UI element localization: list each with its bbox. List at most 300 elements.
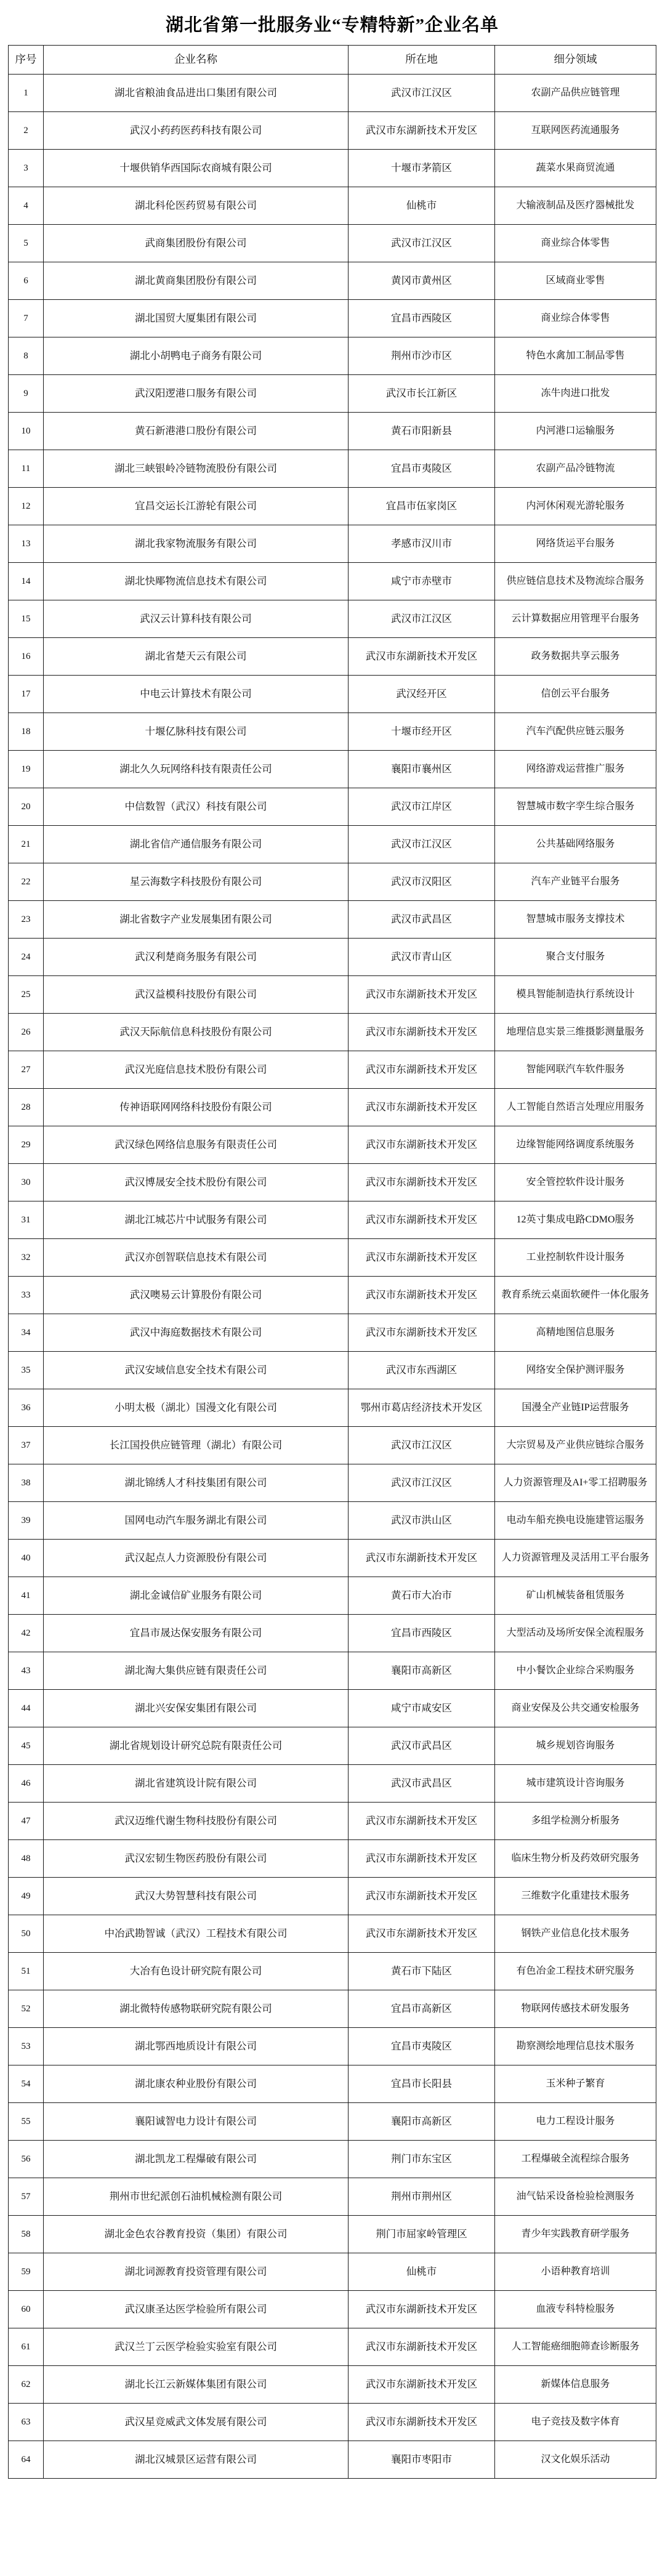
column-header-field: 细分领域 [495,46,656,75]
cell-location: 武汉市江岸区 [349,788,495,826]
table-row [9,2404,656,2441]
cell-subfield: 油气钻采设备检验检测服务 [495,2178,656,2216]
cell-location: 咸宁市咸安区 [349,1690,495,1727]
cell-location: 武汉市东湖新技术开发区 [349,2404,495,2441]
table-row [9,713,656,751]
cell-index: 49 [9,1878,44,1915]
cell-subfield: 人力资源管理及灵活用工平台服务 [495,1540,656,1577]
table-row [9,2441,656,2479]
table-row [9,1464,656,1502]
table-row [9,413,656,450]
cell-location: 荆州市荆州区 [349,2178,495,2216]
table-row [9,1765,656,1803]
cell-index: 55 [9,2103,44,2141]
table-row [9,187,656,225]
cell-enterprise-name: 宜昌市晟达保安服务有限公司 [44,1615,349,1652]
cell-location: 武汉市东湖新技术开发区 [349,2328,495,2366]
cell-enterprise-name: 湖北鄂西地质设计有限公司 [44,2028,349,2065]
cell-enterprise-name: 湖北江城芯片中试服务有限公司 [44,1201,349,1239]
cell-index: 14 [9,563,44,600]
cell-location: 武汉市东湖新技术开发区 [349,1314,495,1352]
cell-enterprise-name: 湖北省规划设计研究总院有限责任公司 [44,1727,349,1765]
cell-index: 59 [9,2253,44,2291]
table-row [9,375,656,413]
cell-location: 武汉市东湖新技术开发区 [349,1803,495,1840]
table-row [9,1690,656,1727]
table-row [9,450,656,488]
table-row [9,1727,656,1765]
cell-subfield: 国漫全产业链IP运营服务 [495,1389,656,1427]
table-body [9,75,656,2479]
cell-location: 武汉市武昌区 [349,1765,495,1803]
table-row [9,863,656,901]
cell-enterprise-name: 武汉宏韧生物医药股份有限公司 [44,1840,349,1878]
cell-subfield: 汽车汽配供应链云服务 [495,713,656,751]
cell-subfield: 临床生物分析及药效研究服务 [495,1840,656,1878]
cell-index: 56 [9,2141,44,2178]
cell-index: 35 [9,1352,44,1389]
cell-location: 武汉市武昌区 [349,901,495,939]
cell-index: 12 [9,488,44,525]
cell-subfield: 教育系统云桌面软硬件一体化服务 [495,1277,656,1314]
cell-subfield: 城乡规划咨询服务 [495,1727,656,1765]
cell-enterprise-name: 湖北科伦医药贸易有限公司 [44,187,349,225]
cell-enterprise-name: 大冶有色设计研究院有限公司 [44,1953,349,1990]
table-row [9,2291,656,2328]
cell-index: 46 [9,1765,44,1803]
table-row [9,1427,656,1464]
cell-index: 50 [9,1915,44,1953]
cell-enterprise-name: 黄石新港港口股份有限公司 [44,413,349,450]
cell-location: 武汉市东湖新技术开发区 [349,2291,495,2328]
cell-enterprise-name: 武汉益模科技股份有限公司 [44,976,349,1014]
cell-subfield: 电动车船充换电设施建管运服务 [495,1502,656,1540]
table-row [9,1990,656,2028]
cell-index: 18 [9,713,44,751]
cell-subfield: 城市建筑设计咨询服务 [495,1765,656,1803]
cell-enterprise-name: 中冶武勘智诚（武汉）工程技术有限公司 [44,1915,349,1953]
cell-location: 武汉市江汉区 [349,826,495,863]
table-row [9,1840,656,1878]
cell-enterprise-name: 湖北省建筑设计院有限公司 [44,1765,349,1803]
cell-index: 43 [9,1652,44,1690]
cell-index: 28 [9,1089,44,1126]
cell-location: 襄阳市襄州区 [349,751,495,788]
cell-enterprise-name: 湖北微特传感物联研究院有限公司 [44,1990,349,2028]
cell-enterprise-name: 武汉云计算科技有限公司 [44,600,349,638]
cell-location: 宜昌市长阳县 [349,2065,495,2103]
cell-index: 21 [9,826,44,863]
cell-subfield: 三维数字化重建技术服务 [495,1878,656,1915]
table-row [9,2253,656,2291]
cell-subfield: 特色水禽加工制品零售 [495,337,656,375]
cell-location: 武汉市东湖新技术开发区 [349,638,495,676]
cell-subfield: 智慧城市服务支撑技术 [495,901,656,939]
cell-location: 武汉市江汉区 [349,1464,495,1502]
column-header-location: 所在地 [349,46,495,75]
cell-subfield: 模具智能制造执行系统设计 [495,976,656,1014]
cell-location: 仙桃市 [349,187,495,225]
cell-subfield: 勘察测绘地理信息技术服务 [495,2028,656,2065]
cell-index: 53 [9,2028,44,2065]
cell-location: 武汉市东湖新技术开发区 [349,112,495,150]
table-row [9,1014,656,1051]
cell-index: 58 [9,2216,44,2253]
enterprise-list-table [8,45,656,2479]
cell-index: 4 [9,187,44,225]
cell-location: 咸宁市赤壁市 [349,563,495,600]
cell-index: 33 [9,1277,44,1314]
cell-subfield: 公共基础网络服务 [495,826,656,863]
cell-subfield: 云计算数据应用管理平台服务 [495,600,656,638]
cell-index: 44 [9,1690,44,1727]
cell-location: 武汉市东湖新技术开发区 [349,1014,495,1051]
cell-location: 武汉市东湖新技术开发区 [349,1089,495,1126]
cell-subfield: 矿山机械装备租赁服务 [495,1577,656,1615]
cell-subfield: 大型活动及场所安保全流程服务 [495,1615,656,1652]
cell-location: 武汉市青山区 [349,939,495,976]
cell-index: 31 [9,1201,44,1239]
table-row [9,1878,656,1915]
table-row [9,826,656,863]
cell-index: 57 [9,2178,44,2216]
cell-index: 38 [9,1464,44,1502]
table-row [9,2366,656,2404]
cell-index: 64 [9,2441,44,2479]
cell-location: 黄石市下陆区 [349,1953,495,1990]
cell-location: 武汉市东湖新技术开发区 [349,1878,495,1915]
cell-subfield: 物联网传感技术研发服务 [495,1990,656,2028]
cell-index: 3 [9,150,44,187]
cell-enterprise-name: 湖北汉城景区运营有限公司 [44,2441,349,2479]
table-row [9,676,656,713]
cell-enterprise-name: 湖北省数字产业发展集团有限公司 [44,901,349,939]
cell-subfield: 大输液制品及医疗器械批发 [495,187,656,225]
cell-subfield: 商业综合体零售 [495,300,656,337]
cell-subfield: 政务数据共享云服务 [495,638,656,676]
table-row [9,976,656,1014]
cell-index: 60 [9,2291,44,2328]
table-row [9,638,656,676]
table-row [9,1577,656,1615]
cell-enterprise-name: 武汉博晟安全技术股份有限公司 [44,1164,349,1201]
cell-enterprise-name: 武汉绿色网络信息服务有限责任公司 [44,1126,349,1164]
table-row [9,1915,656,1953]
cell-enterprise-name: 小明太极（湖北）国漫文化有限公司 [44,1389,349,1427]
table-row [9,1652,656,1690]
cell-enterprise-name: 武汉阳逻港口服务有限公司 [44,375,349,413]
cell-enterprise-name: 湖北省信产通信服务有限公司 [44,826,349,863]
page-title: 湖北省第一批服务业“专精特新”企业名单 [165,15,499,35]
table-row [9,788,656,826]
cell-enterprise-name: 襄阳诚智电力设计有限公司 [44,2103,349,2141]
cell-subfield: 血液专科特检服务 [495,2291,656,2328]
cell-location: 武汉市东湖新技术开发区 [349,2366,495,2404]
column-header-name: 企业名称 [44,46,349,75]
cell-enterprise-name: 传神语联网网络科技股份有限公司 [44,1089,349,1126]
cell-subfield: 蔬菜水果商贸流通 [495,150,656,187]
cell-index: 39 [9,1502,44,1540]
cell-subfield: 农副产品冷链物流 [495,450,656,488]
cell-location: 武汉市东西湖区 [349,1352,495,1389]
table-row [9,525,656,563]
cell-location: 鄂州市葛店经济技术开发区 [349,1389,495,1427]
table-row [9,337,656,375]
cell-enterprise-name: 十堰供销华西国际农商城有限公司 [44,150,349,187]
table-row [9,563,656,600]
table-row [9,1615,656,1652]
cell-index: 51 [9,1953,44,1990]
table-row [9,2178,656,2216]
cell-location: 武汉市洪山区 [349,1502,495,1540]
cell-enterprise-name: 荆州市世纪派创石油机械检测有限公司 [44,2178,349,2216]
cell-location: 襄阳市高新区 [349,2103,495,2141]
table-row [9,112,656,150]
cell-subfield: 玉米种子繁育 [495,2065,656,2103]
cell-location: 武汉市江汉区 [349,1427,495,1464]
cell-index: 2 [9,112,44,150]
cell-index: 47 [9,1803,44,1840]
cell-enterprise-name: 武汉小药药医药科技有限公司 [44,112,349,150]
cell-subfield: 地理信息实景三维摄影测量服务 [495,1014,656,1051]
cell-subfield: 边缘智能网络调度系统服务 [495,1126,656,1164]
table-row [9,488,656,525]
cell-index: 32 [9,1239,44,1277]
cell-index: 9 [9,375,44,413]
cell-index: 10 [9,413,44,450]
cell-subfield: 工业控制软件设计服务 [495,1239,656,1277]
table-row [9,1953,656,1990]
table-row [9,300,656,337]
cell-location: 武汉市东湖新技术开发区 [349,1239,495,1277]
cell-index: 13 [9,525,44,563]
cell-enterprise-name: 湖北康农种业股份有限公司 [44,2065,349,2103]
table-row [9,1164,656,1201]
cell-index: 25 [9,976,44,1014]
cell-index: 42 [9,1615,44,1652]
cell-enterprise-name: 宜昌交运长江游轮有限公司 [44,488,349,525]
table-row [9,751,656,788]
cell-subfield: 人力资源管理及AI+零工招聘服务 [495,1464,656,1502]
table-header-row [9,46,656,75]
cell-subfield: 12英寸集成电路CDMO服务 [495,1201,656,1239]
cell-subfield: 人工智能癌细胞筛查诊断服务 [495,2328,656,2366]
cell-enterprise-name: 湖北凯龙工程爆破有限公司 [44,2141,349,2178]
cell-index: 11 [9,450,44,488]
cell-subfield: 多组学检测分析服务 [495,1803,656,1840]
cell-subfield: 中小餐饮企业综合采购服务 [495,1652,656,1690]
cell-subfield: 区域商业零售 [495,262,656,300]
cell-location: 宜昌市夷陵区 [349,2028,495,2065]
cell-index: 8 [9,337,44,375]
cell-enterprise-name: 湖北我家物流服务有限公司 [44,525,349,563]
cell-index: 48 [9,1840,44,1878]
cell-location: 武汉市东湖新技术开发区 [349,1201,495,1239]
cell-subfield: 大宗贸易及产业供应链综合服务 [495,1427,656,1464]
cell-enterprise-name: 武汉起点人力资源股份有限公司 [44,1540,349,1577]
cell-enterprise-name: 武汉中海庭数据技术有限公司 [44,1314,349,1352]
cell-enterprise-name: 十堰亿脉科技有限公司 [44,713,349,751]
cell-enterprise-name: 湖北兴安保安集团有限公司 [44,1690,349,1727]
cell-index: 6 [9,262,44,300]
cell-index: 36 [9,1389,44,1427]
cell-enterprise-name: 武汉亦创智联信息技术有限公司 [44,1239,349,1277]
cell-enterprise-name: 中信数智（武汉）科技有限公司 [44,788,349,826]
table-row [9,600,656,638]
cell-location: 武汉经开区 [349,676,495,713]
cell-location: 武汉市东湖新技术开发区 [349,976,495,1014]
cell-subfield: 冻牛肉进口批发 [495,375,656,413]
table-row [9,1540,656,1577]
cell-index: 24 [9,939,44,976]
cell-subfield: 新媒体信息服务 [495,2366,656,2404]
table-row [9,1277,656,1314]
cell-location: 荆州市沙市区 [349,337,495,375]
cell-location: 宜昌市西陵区 [349,1615,495,1652]
cell-subfield: 内河休闲观光游轮服务 [495,488,656,525]
cell-index: 41 [9,1577,44,1615]
cell-subfield: 青少年实践教育研学服务 [495,2216,656,2253]
cell-subfield: 高精地图信息服务 [495,1314,656,1352]
cell-location: 武汉市东湖新技术开发区 [349,1126,495,1164]
table-row [9,2028,656,2065]
table-row [9,1803,656,1840]
cell-index: 45 [9,1727,44,1765]
table-row [9,262,656,300]
cell-location: 武汉市东湖新技术开发区 [349,1277,495,1314]
cell-enterprise-name: 武汉利楚商务服务有限公司 [44,939,349,976]
cell-index: 26 [9,1014,44,1051]
cell-location: 武汉市东湖新技术开发区 [349,1540,495,1577]
cell-index: 29 [9,1126,44,1164]
table-row [9,150,656,187]
cell-index: 5 [9,225,44,262]
cell-enterprise-name: 湖北国贸大厦集团有限公司 [44,300,349,337]
cell-location: 宜昌市西陵区 [349,300,495,337]
cell-index: 63 [9,2404,44,2441]
cell-enterprise-name: 湖北黄商集团股份有限公司 [44,262,349,300]
column-header-index: 序号 [9,46,44,75]
cell-subfield: 汉文化娱乐活动 [495,2441,656,2479]
cell-location: 宜昌市夷陵区 [349,450,495,488]
table-row [9,2141,656,2178]
cell-index: 27 [9,1051,44,1089]
cell-subfield: 有色冶金工程技术研究服务 [495,1953,656,1990]
table-row [9,1239,656,1277]
cell-enterprise-name: 武汉噢易云计算股份有限公司 [44,1277,349,1314]
cell-index: 30 [9,1164,44,1201]
cell-enterprise-name: 湖北金色农谷教育投资（集团）有限公司 [44,2216,349,2253]
cell-enterprise-name: 武汉光庭信息技术股份有限公司 [44,1051,349,1089]
table-row [9,1126,656,1164]
table-row [9,1089,656,1126]
cell-enterprise-name: 星云海数字科技股份有限公司 [44,863,349,901]
cell-index: 15 [9,600,44,638]
cell-enterprise-name: 武汉大势智慧科技有限公司 [44,1878,349,1915]
cell-enterprise-name: 武汉康圣达医学检验所有限公司 [44,2291,349,2328]
cell-index: 7 [9,300,44,337]
cell-location: 黄石市大冶市 [349,1577,495,1615]
cell-enterprise-name: 武汉兰丁云医学检验实验室有限公司 [44,2328,349,2366]
cell-subfield: 安全管控软件设计服务 [495,1164,656,1201]
cell-subfield: 汽车产业链平台服务 [495,863,656,901]
cell-location: 武汉市东湖新技术开发区 [349,1164,495,1201]
cell-subfield: 聚合支付服务 [495,939,656,976]
cell-enterprise-name: 湖北淘大集供应链有限责任公司 [44,1652,349,1690]
cell-location: 武汉市东湖新技术开发区 [349,1840,495,1878]
cell-subfield: 互联网医药流通服务 [495,112,656,150]
cell-subfield: 小语种教育培训 [495,2253,656,2291]
cell-index: 40 [9,1540,44,1577]
cell-location: 黄冈市黄州区 [349,262,495,300]
cell-subfield: 智慧城市数字孪生综合服务 [495,788,656,826]
cell-index: 52 [9,1990,44,2028]
cell-enterprise-name: 武汉迈维代谢生物科技股份有限公司 [44,1803,349,1840]
table-row [9,1051,656,1089]
cell-enterprise-name: 武汉安域信息安全技术有限公司 [44,1352,349,1389]
table-row [9,2328,656,2366]
cell-index: 54 [9,2065,44,2103]
cell-location: 荆门市东宝区 [349,2141,495,2178]
cell-location: 荆门市屈家岭管理区 [349,2216,495,2253]
cell-subfield: 网络游戏运营推广服务 [495,751,656,788]
cell-location: 武汉市江汉区 [349,600,495,638]
cell-enterprise-name: 国网电动汽车服务湖北有限公司 [44,1502,349,1540]
cell-location: 孝感市汉川市 [349,525,495,563]
cell-subfield: 供应链信息技术及物流综合服务 [495,563,656,600]
cell-location: 十堰市经开区 [349,713,495,751]
cell-enterprise-name: 湖北词源教育投资管理有限公司 [44,2253,349,2291]
cell-enterprise-name: 湖北锦绣人才科技集团有限公司 [44,1464,349,1502]
cell-enterprise-name: 湖北三峡银岭冷链物流股份有限公司 [44,450,349,488]
cell-location: 宜昌市高新区 [349,1990,495,2028]
cell-location: 武汉市江汉区 [349,225,495,262]
cell-location: 武汉市长江新区 [349,375,495,413]
cell-location: 襄阳市枣阳市 [349,2441,495,2479]
table-row [9,2216,656,2253]
cell-index: 20 [9,788,44,826]
cell-subfield: 电子竞技及数字体育 [495,2404,656,2441]
cell-location: 武汉市东湖新技术开发区 [349,1915,495,1953]
table-row [9,939,656,976]
cell-subfield: 网络安全保护测评服务 [495,1352,656,1389]
cell-location: 十堰市茅箭区 [349,150,495,187]
table-header [9,46,656,75]
cell-enterprise-name: 湖北久久玩网络科技有限责任公司 [44,751,349,788]
cell-location: 黄石市阳新县 [349,413,495,450]
cell-enterprise-name: 武商集团股份有限公司 [44,225,349,262]
table-row [9,2103,656,2141]
cell-subfield: 信创云平台服务 [495,676,656,713]
cell-index: 37 [9,1427,44,1464]
cell-enterprise-name: 武汉星竞威武文体发展有限公司 [44,2404,349,2441]
cell-location: 武汉市江汉区 [349,75,495,112]
cell-enterprise-name: 湖北省楚天云有限公司 [44,638,349,676]
cell-enterprise-name: 湖北金诚信矿业服务有限公司 [44,1577,349,1615]
cell-subfield: 农副产品供应链管理 [495,75,656,112]
cell-enterprise-name: 湖北长江云新媒体集团有限公司 [44,2366,349,2404]
table-row [9,225,656,262]
cell-location: 仙桃市 [349,2253,495,2291]
cell-subfield: 人工智能自然语言处理应用服务 [495,1089,656,1126]
cell-index: 61 [9,2328,44,2366]
cell-index: 23 [9,901,44,939]
cell-index: 1 [9,75,44,112]
table-row [9,1502,656,1540]
cell-location: 武汉市东湖新技术开发区 [349,1051,495,1089]
cell-enterprise-name: 湖北省粮油食品进出口集团有限公司 [44,75,349,112]
cell-enterprise-name: 长江国投供应链管理（湖北）有限公司 [44,1427,349,1464]
